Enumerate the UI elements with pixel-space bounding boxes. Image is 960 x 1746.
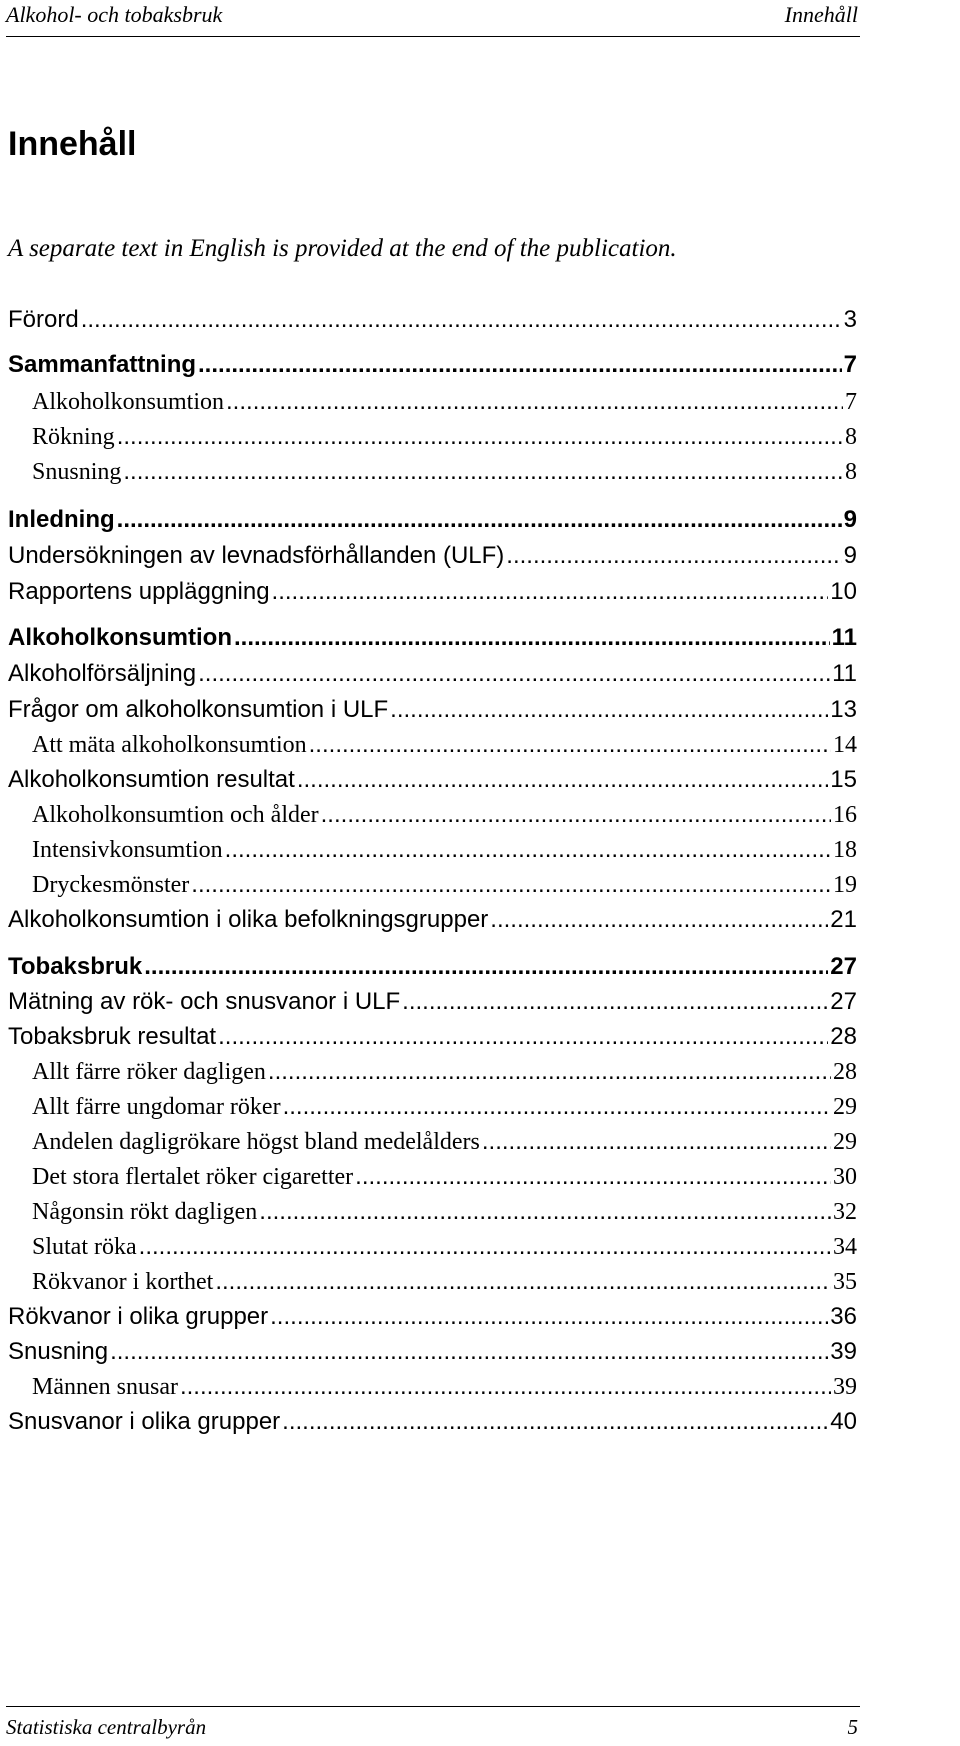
toc-entry-label: Mätning av rök- och snusvanor i ULF — [8, 988, 401, 1015]
toc-entry-label: Alkoholkonsumtion och ålder — [32, 802, 319, 828]
running-footer — [6, 1706, 860, 1743]
toc-dot-leader — [309, 729, 831, 761]
toc-entry-page: 9 — [843, 506, 857, 533]
toc-entry-page: 16 — [833, 802, 857, 828]
toc-dot-leader — [180, 1371, 831, 1403]
toc-dot-leader — [218, 1021, 828, 1053]
toc-dot-leader — [506, 540, 841, 572]
toc-entry[interactable] — [8, 1126, 857, 1158]
toc-entry[interactable] — [8, 1091, 857, 1123]
toc-entry-label: Alkoholförsäljning — [8, 660, 197, 687]
header-publication-title: Alkohol- och tobaksbruk — [6, 2, 223, 27]
toc-entry[interactable] — [8, 540, 857, 572]
running-header — [6, 0, 860, 37]
toc-entry-page: 27 — [830, 953, 857, 980]
toc-entry[interactable] — [8, 456, 857, 488]
toc-entry-page: 10 — [830, 578, 857, 605]
toc-entry-label: Sammanfattning — [8, 351, 197, 378]
toc-entry[interactable] — [8, 1056, 857, 1088]
toc-entry-page: 28 — [833, 1059, 857, 1085]
toc-dot-leader — [198, 658, 830, 690]
toc-dot-leader — [268, 1056, 831, 1088]
toc-entry-label: Det stora flertalet röker cigaretter — [32, 1164, 354, 1190]
toc-entry-page: 3 — [843, 306, 857, 333]
toc-entry[interactable] — [8, 694, 857, 726]
toc-entry-page: 9 — [843, 542, 857, 569]
toc-entry[interactable] — [8, 1196, 857, 1228]
toc-entry-page: 13 — [830, 696, 857, 723]
toc-entry[interactable] — [8, 1231, 857, 1263]
toc-dot-leader — [283, 1091, 831, 1123]
toc-dot-leader — [355, 1161, 831, 1193]
toc-dot-leader — [117, 504, 842, 536]
toc-dot-leader — [402, 986, 828, 1018]
toc-entry-label: Allt färre ungdomar röker — [32, 1094, 281, 1120]
page-title: Innehåll — [8, 125, 137, 163]
page-number: 5 — [847, 1715, 858, 1739]
toc-entry[interactable] — [8, 1406, 857, 1438]
toc-entry-page: 39 — [833, 1374, 857, 1400]
toc-dot-leader — [234, 622, 830, 654]
toc-dot-leader — [139, 1231, 831, 1263]
toc-entry-page: 19 — [833, 872, 857, 898]
toc-dot-leader — [81, 304, 842, 336]
toc-entry-page: 7 — [845, 389, 857, 415]
toc-entry-page: 36 — [830, 1303, 857, 1330]
toc-dot-leader — [225, 834, 831, 866]
toc-entry-label: Andelen dagligrökare högst bland medelålders — [32, 1129, 480, 1155]
toc-entry[interactable] — [8, 729, 857, 761]
toc-entry-label: Undersökningen av levnadsförhållanden (ULF) — [8, 542, 505, 569]
toc-entry-page: 8 — [845, 459, 857, 485]
toc-entry[interactable] — [8, 1266, 857, 1298]
toc-dot-leader — [282, 1406, 828, 1438]
toc-entry-page: 11 — [832, 660, 857, 687]
toc-entry-page: 18 — [833, 837, 857, 863]
toc-entry[interactable] — [8, 951, 857, 983]
toc-dot-leader — [321, 799, 831, 831]
toc-entry-label: Slutat röka — [32, 1234, 137, 1260]
toc-entry-page: 34 — [833, 1234, 857, 1260]
toc-entry[interactable] — [8, 1301, 857, 1333]
toc-entry-page: 28 — [830, 1023, 857, 1050]
toc-entry[interactable] — [8, 1336, 857, 1368]
toc-dot-leader — [123, 456, 843, 488]
toc-dot-leader — [490, 904, 828, 936]
toc-entry-page: 8 — [845, 424, 857, 450]
toc-entry-page: 40 — [830, 1408, 857, 1435]
toc-entry-page: 39 — [830, 1338, 857, 1365]
toc-entry[interactable] — [8, 1021, 857, 1053]
toc-dot-leader — [297, 764, 828, 796]
toc-entry-label: Alkoholkonsumtion i olika befolkningsgrupper — [8, 906, 489, 933]
toc-entry-label: Någonsin rökt dagligen — [32, 1199, 258, 1225]
english-text-note: A separate text in English is provided at the end of the publication. — [8, 235, 677, 262]
toc-entry-page: 27 — [830, 988, 857, 1015]
toc-dot-leader — [259, 1196, 831, 1228]
footer-publisher: Statistiska centralbyrån — [6, 1715, 207, 1739]
toc-dot-leader — [390, 694, 828, 726]
toc-entry-label: Rökvanor i olika grupper — [8, 1303, 269, 1330]
toc-dot-leader — [226, 386, 843, 418]
toc-entry[interactable] — [8, 421, 857, 453]
toc-dot-leader — [272, 576, 829, 608]
toc-entry-label: Att mäta alkoholkonsumtion — [32, 732, 307, 758]
toc-entry[interactable] — [8, 622, 857, 654]
toc-entry[interactable] — [8, 869, 857, 901]
toc-dot-leader — [215, 1266, 831, 1298]
toc-dot-leader — [110, 1336, 828, 1368]
toc-entry[interactable] — [8, 504, 857, 536]
toc-entry-label: Frågor om alkoholkonsumtion i ULF — [8, 696, 389, 723]
toc-entry[interactable] — [8, 1161, 857, 1193]
toc-entry-label: Dryckesmönster — [32, 872, 190, 898]
toc-entry-label: Männen snusar — [32, 1374, 178, 1400]
toc-entry-label: Inledning — [8, 506, 115, 533]
toc-entry-label: Alkoholkonsumtion — [32, 389, 225, 415]
toc-entry-page: 29 — [833, 1094, 857, 1120]
toc-entry-page: 32 — [833, 1199, 857, 1225]
toc-entry[interactable] — [8, 304, 857, 336]
toc-entry[interactable] — [8, 799, 857, 831]
toc-entry-label: Rökvanor i korthet — [32, 1269, 214, 1295]
toc-entry-label: Rapportens uppläggning — [8, 578, 270, 605]
toc-entry-label: Rökning — [32, 424, 115, 450]
toc-entry-label: Allt färre röker dagligen — [32, 1059, 266, 1085]
toc-entry[interactable] — [8, 986, 857, 1018]
toc-entry[interactable] — [8, 658, 857, 690]
toc-entry-page: 35 — [833, 1269, 857, 1295]
toc-entry[interactable] — [8, 764, 857, 796]
toc-entry-label: Alkoholkonsumtion — [8, 624, 232, 651]
toc-entry[interactable] — [8, 349, 857, 381]
toc-dot-leader — [117, 421, 843, 453]
toc-entry[interactable] — [8, 904, 857, 936]
toc-entry-label: Snusvanor i olika grupper — [8, 1408, 281, 1435]
toc-dot-leader — [270, 1301, 828, 1333]
toc-entry-label: Förord — [8, 306, 79, 333]
toc-entry-page: 15 — [830, 766, 857, 793]
toc-entry-page: 11 — [831, 624, 857, 651]
toc-entry[interactable] — [8, 1371, 857, 1403]
toc-entry-label: Snusning — [32, 459, 122, 485]
toc-entry-label: Tobaksbruk — [8, 953, 143, 980]
toc-entry-page: 30 — [833, 1164, 857, 1190]
toc-entry-page: 21 — [830, 906, 857, 933]
toc-dot-leader — [198, 349, 842, 381]
toc-entry-label: Tobaksbruk resultat — [8, 1023, 217, 1050]
toc-entry[interactable] — [8, 834, 857, 866]
toc-entry-page: 7 — [843, 351, 857, 378]
toc-dot-leader — [191, 869, 831, 901]
toc-entry-label: Snusning — [8, 1338, 109, 1365]
toc-entry-page: 14 — [833, 732, 857, 758]
toc-entry[interactable] — [8, 386, 857, 418]
toc-entry-label: Alkoholkonsumtion resultat — [8, 766, 295, 793]
toc-entry-page: 29 — [833, 1129, 857, 1155]
toc-entry-label: Intensivkonsumtion — [32, 837, 223, 863]
toc-entry[interactable] — [8, 576, 857, 608]
header-section-title: Innehåll — [784, 2, 858, 27]
toc-dot-leader — [482, 1126, 831, 1158]
toc-dot-leader — [144, 951, 828, 983]
